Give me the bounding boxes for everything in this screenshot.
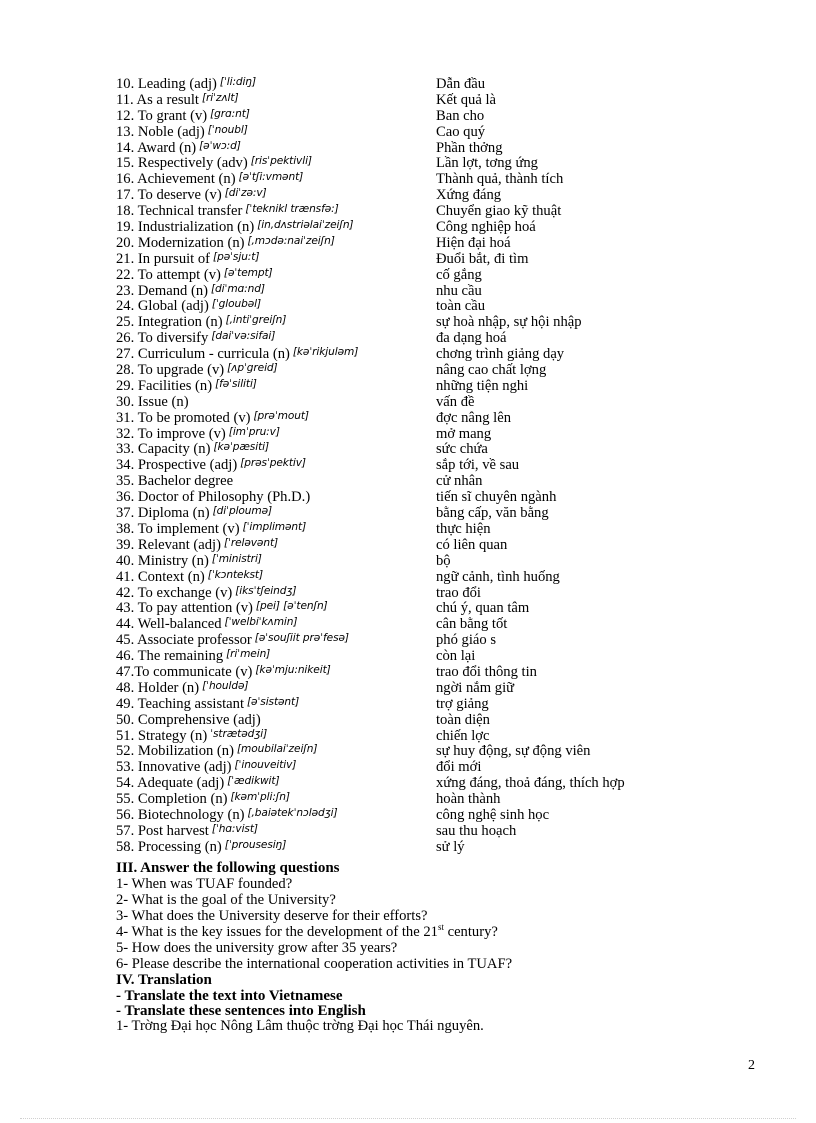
vocab-vietnamese: sử lý — [436, 838, 465, 855]
vocab-english: 26. To diversify — [116, 330, 209, 347]
vocab-vietnamese: toàn diện — [436, 711, 490, 728]
vocab-vietnamese: Lần lợt, tơng ứng — [436, 155, 538, 172]
vocab-row — [116, 633, 716, 649]
vocab-row — [116, 236, 716, 252]
vocab-phonetic: [ˈwelbiˈkʌmin] — [224, 616, 298, 629]
vocab-phonetic: [prəsˈpektiv] — [240, 457, 306, 470]
vocab-vietnamese: sự huy động, sự động viên — [436, 743, 591, 760]
vocab-english: 15. Respectively (adv) — [116, 155, 248, 172]
vocab-vietnamese: những tiện nghi — [436, 377, 529, 394]
vocab-english: 18. Technical transfer — [116, 203, 243, 220]
vocab-row — [116, 538, 716, 554]
vocab-vietnamese: đổi mới — [436, 759, 482, 776]
vocab-phonetic: [,baiətekˈnɔlədʒi] — [247, 806, 338, 819]
vocab-english: 10. Leading (adj) — [116, 76, 217, 92]
vocab-english: 36. Doctor of Philosophy (Ph.D.) — [116, 489, 311, 506]
vocab-phonetic: [fəˈsiliti] — [215, 377, 257, 390]
vocab-term — [116, 474, 233, 490]
vocab-row — [116, 299, 716, 315]
vocab-vietnamese: bộ — [436, 552, 451, 569]
vocab-vietnamese: Đuổi bắt, đi tìm — [436, 250, 529, 267]
vocab-vietnamese: Hiện đại hoá — [436, 234, 511, 251]
vocab-row — [116, 93, 716, 109]
vocab-vietnamese: sắp tới, về sau — [436, 457, 520, 474]
vocab-row — [116, 442, 716, 458]
vocab-english: 24. Global (adj) — [116, 298, 209, 315]
vocab-row — [116, 411, 716, 427]
vocab-vietnamese: Dẫn đầu — [436, 76, 486, 92]
page-number: 2 — [748, 1058, 755, 1073]
vocab-vietnamese: thực hiện — [436, 520, 491, 537]
vocab-english: 50. Comprehensive (adj) — [116, 711, 261, 728]
vocab-vietnamese: Thành quả, thành tích — [436, 171, 564, 188]
question-1: 1- When was TUAF founded? — [116, 876, 293, 892]
vocab-row — [116, 840, 716, 856]
vocab-phonetic: [ʌpˈgreid] — [227, 362, 278, 375]
vocab-vietnamese: mở mang — [436, 425, 492, 442]
vocab-row — [116, 284, 716, 300]
vocab-english: 28. To upgrade (v) — [116, 362, 225, 379]
vocab-row — [116, 220, 716, 236]
translation-sentence-1: 1- Trờng Đại học Nông Lâm thuộc trờng Đại học Thái nguyên. — [116, 1018, 484, 1034]
vocab-english: 49. Teaching assistant — [116, 695, 245, 712]
vocab-phonetic: [,intiˈgreiʃn] — [225, 314, 287, 327]
vocab-row — [116, 379, 716, 395]
vocab-english: 12. To grant (v) — [116, 107, 208, 124]
vocab-english: 25. Integration (n) — [116, 314, 223, 331]
vocab-term — [116, 713, 261, 729]
vocab-english: 42. To exchange (v) — [116, 584, 233, 601]
vocab-english: 56. Biotechnology (n) — [116, 806, 245, 823]
vocab-phonetic: [iksˈtʃeindʒ] — [235, 584, 297, 597]
vocab-vietnamese: ngữ cảnh, tình huống — [436, 568, 560, 585]
vocab-row — [116, 331, 716, 347]
vocab-row — [116, 77, 716, 93]
vocab-english: 32. To improve (v) — [116, 425, 226, 442]
vocab-english: 39. Relevant (adj) — [116, 536, 221, 553]
vocab-vietnamese: sự hoà nhập, sự hội nhập — [436, 314, 582, 331]
vocab-vietnamese: chú ý, quan tâm — [436, 600, 530, 617]
vocab-english: 11. As a result — [116, 91, 199, 108]
vocabulary-list — [116, 77, 716, 856]
vocab-row — [116, 792, 716, 808]
section-3-heading: III. Answer the following questions — [116, 860, 340, 876]
vocab-english: 53. Innovative (adj) — [116, 759, 232, 776]
vocab-phonetic: [ˈkɔntekst] — [207, 568, 264, 581]
vocab-vietnamese: chiến lợc — [436, 727, 490, 744]
vocab-vietnamese: ngời nắm giữ — [436, 679, 515, 696]
vocab-vietnamese: phó giáo s — [436, 632, 496, 649]
vocab-english: 14. Award (n) — [116, 139, 197, 156]
vocab-english: 22. To attempt (v) — [116, 266, 221, 283]
vocab-row — [116, 744, 716, 760]
vocab-vietnamese: trao đổi thông tin — [436, 663, 537, 680]
vocab-phonetic: [ˈhouldə] — [202, 679, 249, 692]
vocab-phonetic: [əˈtʃi:vmənt] — [238, 171, 304, 184]
vocab-phonetic: [ˈnoubl] — [207, 123, 248, 136]
vocab-term — [116, 395, 189, 411]
question-4-superscript: st — [437, 922, 444, 933]
vocab-phonetic: [ˈinouveitiv] — [234, 759, 297, 772]
vocab-vietnamese: trao đổi — [436, 584, 481, 601]
vocab-row — [116, 125, 716, 141]
vocab-vietnamese: Xứng đáng — [436, 187, 502, 204]
vocab-vietnamese: cử nhân — [436, 473, 483, 490]
vocab-vietnamese: đợc nâng lên — [436, 409, 511, 426]
vocab-row — [116, 109, 716, 125]
vocab-phonetic: [kəˈmju:nikeit] — [255, 663, 331, 676]
vocab-row — [116, 395, 716, 411]
vocab-phonetic: [ˈli:diŋ] — [219, 76, 257, 88]
vocab-english: 57. Post harvest — [116, 822, 209, 839]
vocab-english: 40. Ministry (n) — [116, 552, 209, 569]
vocab-vietnamese: Kết quả là — [436, 91, 496, 108]
vocab-english: 13. Noble (adj) — [116, 123, 205, 140]
vocab-row — [116, 808, 716, 824]
vocab-vietnamese: chơng trình giảng dạy — [436, 346, 565, 363]
vocab-row — [116, 554, 716, 570]
vocab-row — [116, 156, 716, 172]
vocab-vietnamese: sau thu hoạch — [436, 822, 517, 839]
vocab-row — [116, 824, 716, 840]
vocab-vietnamese: còn lại — [436, 648, 476, 665]
vocab-english: 48. Holder (n) — [116, 679, 200, 696]
vocab-phonetic: [əˈsistənt] — [247, 695, 300, 708]
vocab-row — [116, 268, 716, 284]
vocab-phonetic: [kəˈpæsiti] — [213, 441, 269, 454]
vocab-english: 27. Curriculum - curricula (n) — [116, 346, 290, 363]
vocab-english: 16. Achievement (n) — [116, 171, 236, 188]
vocab-phonetic: [riˈmein] — [226, 648, 271, 661]
vocab-english: 38. To implement (v) — [116, 520, 240, 537]
vocab-vietnamese: nhu cầu — [436, 282, 482, 299]
vocab-english: 58. Processing (n) — [116, 838, 222, 855]
vocab-vietnamese: toàn cầu — [436, 298, 486, 315]
vocab-phonetic: [kəˈrikjuləm] — [292, 346, 359, 359]
vocab-vietnamese: Công nghiệp hoá — [436, 219, 536, 236]
vocab-vietnamese: đa dạng hoá — [436, 330, 507, 347]
vocab-phonetic: [diˈzə:v] — [224, 187, 267, 200]
vocab-vietnamese: Ban cho — [436, 107, 485, 124]
vocab-vietnamese: bằng cấp, văn bằng — [436, 505, 549, 522]
vocab-phonetic: ˈstrætədʒi] — [210, 727, 268, 740]
vocab-row — [116, 649, 716, 665]
vocab-english: 55. Completion (n) — [116, 791, 228, 808]
vocab-phonetic: [ˈgloubəl] — [211, 298, 262, 311]
vocab-phonetic: [pei] [əˈtenʃn] — [255, 600, 328, 613]
vocab-english: 45. Associate professor — [116, 632, 252, 649]
vocab-phonetic: [ˈædikwit] — [227, 775, 280, 788]
vocab-phonetic: [əˈwɔ:d] — [199, 139, 241, 152]
vocab-phonetic: [diˈploumə] — [212, 505, 273, 518]
vocab-english: 47.To communicate (v) — [116, 663, 253, 680]
vocab-phonetic: [kəmˈpli:ʃn] — [230, 791, 290, 804]
section-4-heading: IV. Translation — [116, 972, 212, 988]
vocab-phonetic: [pəˈsju:t] — [213, 250, 260, 263]
vocab-phonetic: [əˈsouʃiit prəˈfesə] — [254, 632, 349, 645]
vocab-phonetic: [əˈtempt] — [223, 266, 273, 279]
vocab-english: 35. Bachelor degree — [116, 473, 234, 490]
vocab-english: 51. Strategy (n) — [116, 727, 208, 744]
vocab-phonetic: [daiˈvə:sifai] — [211, 330, 276, 343]
vocab-english: 17. To deserve (v) — [116, 187, 222, 204]
question-6: 6- Please describe the international cooperation activities in TUAF? — [116, 956, 513, 972]
vocab-phonetic: [in,dʌstriəlaiˈzeiʃn] — [257, 219, 354, 232]
vocab-phonetic: [imˈpru:v] — [228, 425, 280, 438]
vocab-row — [116, 363, 716, 379]
vocab-english: 31. To be promoted (v) — [116, 409, 251, 426]
vocab-phonetic: [ˈimplimənt] — [242, 520, 307, 533]
vocab-row — [116, 252, 716, 268]
vocab-english: 30. Issue (n) — [116, 393, 189, 410]
page-bottom-border — [20, 1118, 796, 1119]
vocab-row — [116, 427, 716, 443]
vocab-english: 54. Adequate (adj) — [116, 775, 225, 792]
vocab-term — [116, 490, 310, 506]
vocab-row — [116, 490, 716, 506]
vocab-row — [116, 776, 716, 792]
vocab-english: 19. Industrialization (n) — [116, 219, 255, 236]
vocab-english: 46. The remaining — [116, 648, 224, 665]
vocab-phonetic: [diˈmɑ:nd] — [211, 282, 265, 295]
vocab-row — [116, 172, 716, 188]
vocab-english: 43. To pay attention (v) — [116, 600, 253, 617]
question-2: 2- What is the goal of the University? — [116, 892, 336, 908]
vocab-row — [116, 204, 716, 220]
vocab-vietnamese: có liên quan — [436, 536, 508, 553]
vocab-row — [116, 506, 716, 522]
vocab-vietnamese: Cao quý — [436, 123, 486, 140]
vocab-vietnamese: trợ giảng — [436, 695, 489, 712]
vocab-phonetic: [ˈhɑ:vist] — [211, 822, 258, 835]
question-4-tail: century? — [443, 924, 498, 940]
vocab-vietnamese: xứng đáng, thoả đáng, thích hợp — [436, 775, 625, 792]
question-4 — [116, 924, 756, 940]
vocab-row — [116, 141, 716, 157]
vocab-row — [116, 347, 716, 363]
vocab-english: 41. Context (n) — [116, 568, 205, 585]
vocab-vietnamese: cân bằng tốt — [436, 616, 508, 633]
vocab-english: 37. Diploma (n) — [116, 505, 210, 522]
vocab-english: 23. Demand (n) — [116, 282, 208, 299]
question-5: 5- How does the university grow after 35 years? — [116, 940, 398, 956]
vocab-row — [116, 522, 716, 538]
vocab-phonetic: [ˈreləvənt] — [223, 536, 279, 549]
vocab-row — [116, 713, 716, 729]
vocab-vietnamese: công nghệ sinh học — [436, 806, 550, 823]
vocab-vietnamese: tiến sĩ chuyên ngành — [436, 489, 557, 506]
vocab-phonetic: [ˈministri] — [211, 552, 262, 565]
vocab-row — [116, 665, 716, 681]
translation-instruction-2: - Translate these sentences into English — [116, 1003, 366, 1019]
vocab-phonetic: [ˈteknikl trænsfə:] — [245, 203, 339, 216]
vocab-vietnamese: vấn đề — [436, 393, 475, 410]
vocab-phonetic: [ˈprousesiŋ] — [224, 838, 287, 851]
vocab-phonetic: [riˈzʌlt] — [201, 91, 239, 104]
vocab-row — [116, 315, 716, 331]
vocab-row — [116, 681, 716, 697]
vocab-row — [116, 474, 716, 490]
vocab-row — [116, 760, 716, 776]
vocab-english: 52. Mobilization (n) — [116, 743, 234, 760]
vocab-vietnamese: cố gắng — [436, 266, 482, 283]
vocab-phonetic: [risˈpektivli] — [250, 155, 312, 168]
vocab-english: 44. Well-balanced — [116, 616, 222, 633]
vocab-vietnamese: nâng cao chất lợng — [436, 362, 547, 379]
vocab-row — [116, 458, 716, 474]
vocab-vietnamese: hoàn thành — [436, 791, 501, 808]
vocab-english: 20. Modernization (n) — [116, 234, 245, 251]
vocab-vietnamese: Chuyển giao kỹ thuật — [436, 203, 562, 220]
vocab-row — [116, 697, 716, 713]
vocab-phonetic: [moubilaiˈzeiʃn] — [236, 743, 318, 756]
vocab-english: 29. Facilities (n) — [116, 377, 213, 394]
translation-instruction-1: - Translate the text into Vietnamese — [116, 988, 343, 1004]
vocab-english: 21. In pursuit of — [116, 250, 211, 267]
vocab-vietnamese: sức chứa — [436, 441, 488, 458]
vocab-row — [116, 188, 716, 204]
vocab-term — [116, 840, 286, 857]
vocab-phonetic: [prəˈmout] — [253, 409, 309, 422]
question-4-text: 4- What is the key issues for the development of the 21 — [116, 924, 438, 940]
question-3: 3- What does the University deserve for their efforts? — [116, 908, 428, 924]
vocab-vietnamese: Phần thởng — [436, 139, 503, 156]
vocab-row — [116, 729, 716, 745]
vocab-english: 34. Prospective (adj) — [116, 457, 238, 474]
vocab-phonetic: [grɑ:nt] — [210, 107, 250, 120]
vocab-row — [116, 586, 716, 602]
vocab-row — [116, 617, 716, 633]
vocab-english: 33. Capacity (n) — [116, 441, 211, 458]
vocab-row — [116, 570, 716, 586]
vocab-row — [116, 601, 716, 617]
vocab-phonetic: [,mɔdə:naiˈzeiʃn] — [247, 234, 335, 247]
